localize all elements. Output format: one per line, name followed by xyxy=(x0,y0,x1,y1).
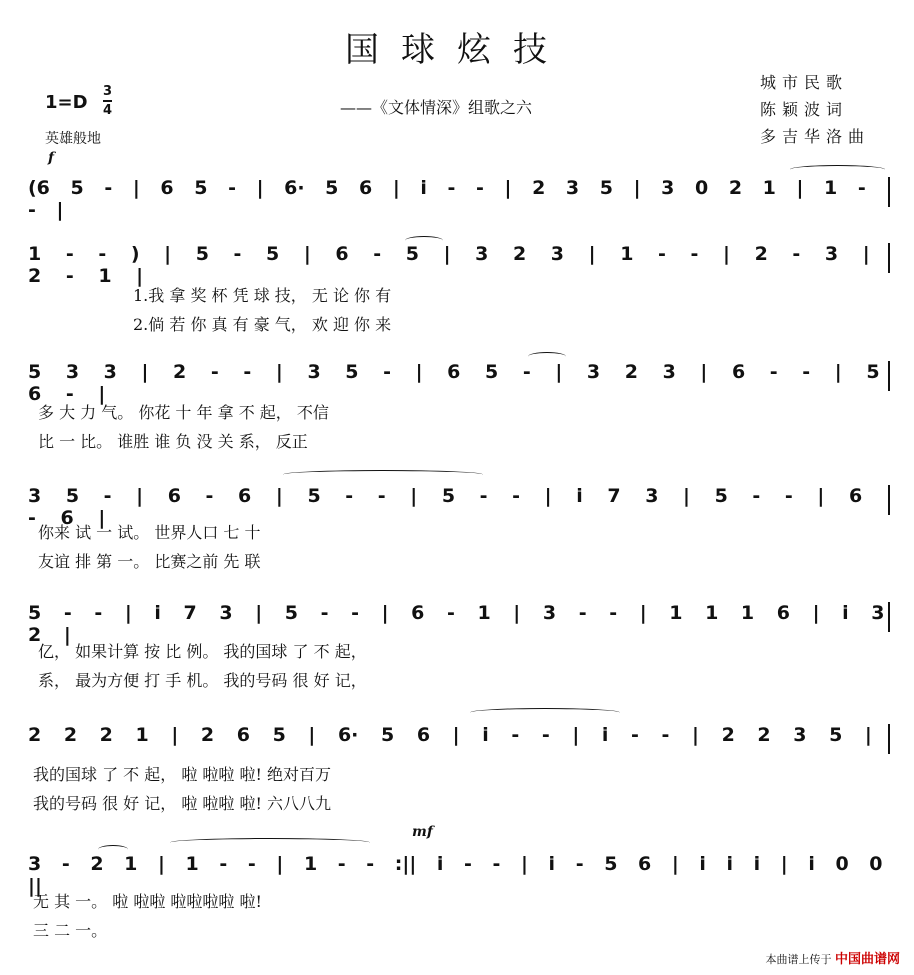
key-signature: 1=D xyxy=(45,92,88,113)
score-row-5 xyxy=(28,602,890,646)
score-row-3 xyxy=(28,361,890,405)
lyric-row-7-verse-2: 三 二 一。 xyxy=(33,921,108,940)
time-signature-top: 3 xyxy=(103,84,113,99)
dynamic-mezzoforte: mf xyxy=(412,824,433,840)
time-signature-bottom: 4 xyxy=(103,100,112,119)
lyric-row-4-verse-1: 你来 试 一 试。 世界人口 七 十 xyxy=(38,523,261,542)
lyric-row-2-verse-2: 2.倘 若 你 真 有 豪 气， 欢 迎 你 来 xyxy=(133,315,392,334)
notation-row-3: 5 3 3 | 2 - - | 3 5 - | 6 5 - | 3 2 3 | 6 - - | 5 6 - | xyxy=(28,361,880,405)
slur xyxy=(405,236,443,245)
slur xyxy=(98,845,128,854)
barline xyxy=(888,243,890,273)
lyric-row-5-verse-2: 系， 最为方便 打 手 机。 我的号码 很 好 记， xyxy=(38,671,367,690)
notation-row-4: 3 5 - | 6 - 6 | 5 - - | 5 - - | i 7 3 | 5 - - | 6 - 6 | xyxy=(28,485,863,529)
song-title: 国球炫技 xyxy=(345,30,569,70)
slur xyxy=(528,352,566,361)
notation-row-7: 3 - 2 1 | 1 - - | 1 - - :|| i - - | i - 5 6 | i i i | i 0 0 || xyxy=(28,853,883,897)
lyric-row-4-verse-2: 友谊 排 第 一。 比赛之前 先 联 xyxy=(38,552,261,571)
credit-genre: 城市民歌 xyxy=(760,73,849,92)
score-row-7 xyxy=(28,853,890,897)
notation-row-1: (6 5 - | 6 5 - | 6· 5 6 | i - - | 2 3 5 | 3 0 2 1 | 1 - - | xyxy=(28,177,866,221)
lyric-row-3-verse-1: 多 大 力 气。 你花 十 年 拿 不 起， 不信 xyxy=(38,403,329,422)
barline xyxy=(888,724,890,754)
barline xyxy=(888,485,890,515)
barline xyxy=(888,177,890,207)
notation-row-2: 1 - - ) | 5 - 5 | 6 - 5 | 3 2 3 | 1 - - | 2 - 3 | 2 - 1 | xyxy=(28,243,870,287)
lyric-row-6-verse-1: 我的国球 了 不 起， 啦 啦啦 啦! 绝对百万 xyxy=(33,765,332,784)
credit-composer: 多吉华洛曲 xyxy=(760,127,871,146)
score-row-1 xyxy=(28,177,890,221)
score-row-4 xyxy=(28,485,890,529)
lyric-row-7-verse-1: 无 其 一。 啦 啦啦 啦啦啦啦 啦! xyxy=(33,892,262,911)
time-signature xyxy=(103,83,112,119)
lyric-row-3-verse-2: 比 一 比。 谁胜 谁 负 没 关 系， 反正 xyxy=(38,432,308,451)
slur xyxy=(283,470,483,479)
slur xyxy=(170,838,370,847)
footer-site-logo: 中国曲谱网 xyxy=(834,952,900,967)
lyric-row-5-verse-1: 亿， 如果计算 按 比 例。 我的国球 了 不 起， xyxy=(38,642,367,661)
lyric-row-6-verse-2: 我的号码 很 好 记， 啦 啦啦 啦! 六八八九 xyxy=(33,794,332,813)
tempo-marking: 英雄般地 xyxy=(45,131,101,147)
credit-lyricist: 陈颖波词 xyxy=(760,100,849,119)
footer-prefix: 本曲谱上传于 xyxy=(765,953,832,966)
footer-watermark xyxy=(765,948,900,967)
barline xyxy=(888,602,890,632)
score-row-6 xyxy=(28,724,890,754)
slur xyxy=(790,165,885,174)
notation-row-5: 5 - - | i 7 3 | 5 - - | 6 - 1 | 3 - - | 1 1 1 6 | i 3 2 | xyxy=(28,602,885,646)
lyric-row-2-verse-1: 1.我 拿 奖 杯 凭 球 技， 无 论 你 有 xyxy=(133,286,392,305)
score-row-2 xyxy=(28,243,890,287)
song-subtitle: ——《文体情深》组歌之六 xyxy=(340,98,533,117)
slur xyxy=(470,708,620,717)
barline xyxy=(888,361,890,391)
notation-row-6: 2 2 2 1 | 2 6 5 | 6· 5 6 | i - - | i - - | 2 2 3 5 | xyxy=(28,724,872,746)
dynamic-forte: f xyxy=(48,150,55,166)
